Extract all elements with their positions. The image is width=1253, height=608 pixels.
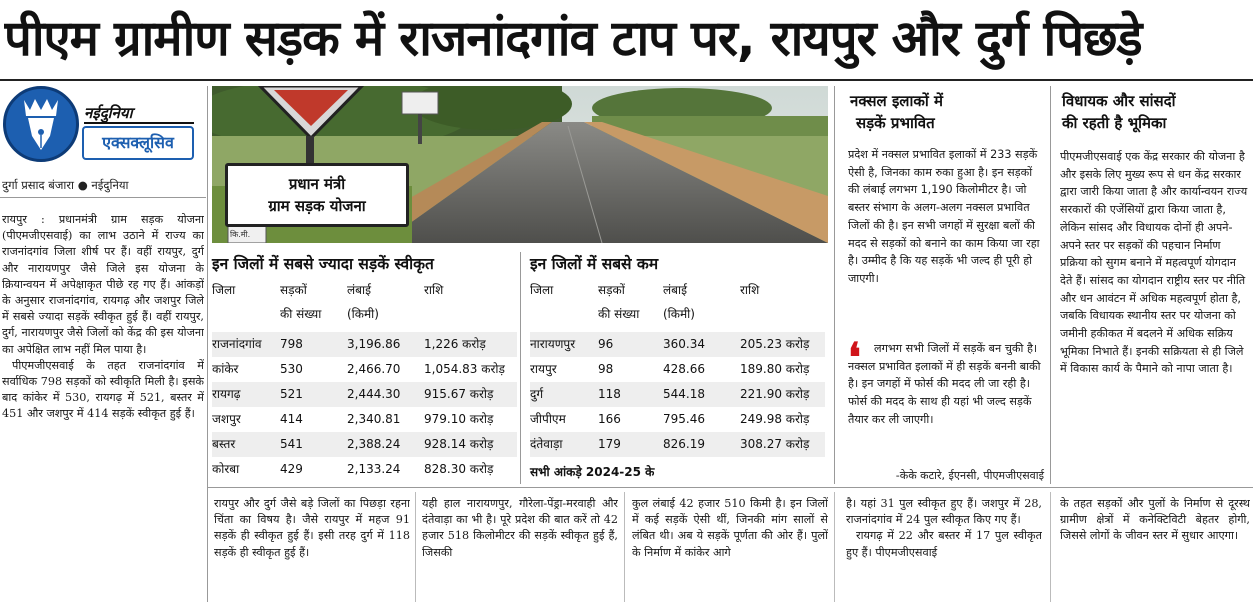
cell-amount: 308.27 करोड़ xyxy=(740,437,810,451)
header-roads-1: सड़कों xyxy=(280,283,307,297)
cell-district: कोरबा xyxy=(212,462,240,476)
sign-line-1: प्रधान मंत्री xyxy=(288,175,346,193)
table-row xyxy=(530,382,825,407)
bottom-divider-4 xyxy=(1050,492,1051,602)
naxal-text: प्रदेश में नक्सल प्रभावित इलाकों में 233 सड़कें ऐसी है, जिनका काम रुका हुआ है। इन सड़कों की लंबाई लगभग 1,190 किलोमीटर है। जो बस्तर संभाग के अलग-अलग नक्सल प्रभावित जिलों की है। इन सभी जगहों में सुरक्षा बलों की मदद से सड़कों को बनाने का काम किया जा रहा है। उम्मीद है कि यह सड़कें भी जल्द ही पूरी हो जाएगी। xyxy=(848,148,1040,285)
table-row xyxy=(212,357,517,382)
cell-amount: 1,054.83 करोड़ xyxy=(424,362,505,376)
cell-roads: 96 xyxy=(598,337,614,351)
cell-roads: 98 xyxy=(598,362,614,376)
left-column-divider xyxy=(207,86,208,602)
cell-length: 826.19 xyxy=(663,437,705,451)
table-row xyxy=(212,457,517,482)
mla-title-line-1: विधायक और सांसदों xyxy=(1062,92,1176,110)
table-most-header xyxy=(212,282,517,328)
cell-amount: 221.90 करोड़ xyxy=(740,387,810,401)
header-length-1: लंबाई xyxy=(347,283,371,297)
bottom-column-4-para-1: है। यहां 31 पुल स्वीकृत हुए हैं। जशपुर में 28, राजनांदगांव में 24 पुल स्वीकृत किए गए हैं। xyxy=(846,497,1042,527)
road-sign-board xyxy=(225,163,409,227)
cell-length: 795.46 xyxy=(663,412,705,426)
pen-nib-icon xyxy=(16,96,66,152)
naxal-attribution: -केके कटारे, ईएनसी, पीएमजीएसवाई xyxy=(895,469,1044,482)
cell-district: राजनांदगांव xyxy=(212,337,262,351)
bottom-column-4-para-2: रायगढ़ में 22 और बस्तर में 17 पुल स्वीकृत हुए हैं। पीएमजीएसवाई xyxy=(846,529,1042,559)
cell-length: 2,340.81 xyxy=(347,412,401,426)
header-roads-2: की संख्या xyxy=(598,307,640,321)
table-divider xyxy=(520,252,521,484)
table-row xyxy=(212,382,517,407)
table-most-title: इन जिलों में सबसे ज्यादा सड़कें स्वीकृत xyxy=(212,255,434,273)
cell-roads: 521 xyxy=(280,387,303,401)
sign-line-2: ग्राम सड़क योजना xyxy=(268,197,366,215)
brand-name: नईदुनिया xyxy=(84,104,133,122)
table-row xyxy=(530,432,825,457)
cell-amount: 189.80 करोड़ xyxy=(740,362,810,376)
cell-district: रायपुर xyxy=(530,362,557,376)
quote-icon: ❛ xyxy=(848,334,861,381)
header-district: जिला xyxy=(530,283,554,297)
cell-amount: 915.67 करोड़ xyxy=(424,387,494,401)
naxal-quote-text: लगभग सभी जिलों में सड़कें बन चुकी है। नक्सल प्रभावित इलाकों में ही सड़कें बननी बाकी है। इन जगहों में फोर्स की मदद ली जा रही है। फोर्स की मदद के साथ ही यहां भी जल्द सड़कें तैयार कर ली जाएगी। xyxy=(848,342,1041,426)
mla-title xyxy=(1062,90,1252,136)
brand-underline xyxy=(84,122,194,124)
cell-amount: 1,226 करोड़ xyxy=(424,337,486,351)
cell-district: रायगढ़ xyxy=(212,387,241,401)
cell-length: 360.34 xyxy=(663,337,705,351)
bottom-column-1: रायपुर और दुर्ग जैसे बड़े जिलों का पिछड़ा रहना चिंता का विषय है। जैसे रायपुर में महज 91 सड़कें ही स्वीकृत हुई हैं। इसी तरह दुर्ग में 118 सड़कें ही स्वीकृत हुई हैं। xyxy=(214,497,410,559)
mla-title-line-2: की रहती है भूमिका xyxy=(1062,114,1167,132)
table-least-body xyxy=(530,332,825,459)
bottom-divider-2 xyxy=(624,492,625,602)
cell-roads: 118 xyxy=(598,387,621,401)
headline-rule xyxy=(0,79,1253,81)
km-stone-label: कि.मी. xyxy=(230,230,251,239)
header-roads-2: की संख्या xyxy=(280,307,322,321)
cell-district: दंतेवाड़ा xyxy=(530,437,563,451)
cell-amount: 828.30 करोड़ xyxy=(424,462,494,476)
header-district: जिला xyxy=(212,283,236,297)
header-amount: राशि xyxy=(740,283,760,297)
bottom-column-4 xyxy=(846,496,1042,602)
mla-text: पीएमजीएसवाई एक केंद्र सरकार की योजना है और इसके लिए मुख्य रूप से धन केंद्र सरकार द्वारा जारी किया जाता है और कार्यान्वयन राज्य सरकारों की एजेंसियों द्वारा किया जाता है, लेकिन सांसद और विधायक दोनों ही अपने-अपने स्तर पर सड़कों की पहचान निर्माण प्रक्रिया को सुगम बनाने में महत्वपूर्ण योगदान देते हैं। सांसद का योगदान राष्ट्रीय स्तर पर नीति और धन आवंटन में अधिक महत्वपूर्ण होता है, जबकि विधायक स्थानीय स्तर पर योजना को जमीनी हकीकत में बदलने में अधिक सक्रिय भूमिका निभाते हैं। इनकी सक्रियता से ही जिले में विकास कार्य के पैमाने को नापा जाता है। xyxy=(1060,150,1248,376)
data-source-note: सभी आंकड़े 2024-25 के xyxy=(530,465,655,479)
byline-rule xyxy=(0,197,206,198)
cell-roads: 798 xyxy=(280,337,303,351)
cell-district: जशपुर xyxy=(212,412,241,426)
naxal-left-divider xyxy=(834,86,835,484)
cell-roads: 541 xyxy=(280,437,303,451)
cell-roads: 414 xyxy=(280,412,303,426)
cell-roads: 179 xyxy=(598,437,621,451)
naxal-quote xyxy=(848,334,1044,464)
mla-left-divider xyxy=(1050,86,1051,484)
table-most-body xyxy=(212,332,517,484)
table-least-title: इन जिलों में सबसे कम xyxy=(530,255,659,273)
bottom-divider-3 xyxy=(834,492,835,602)
header-roads-1: सड़कों xyxy=(598,283,625,297)
header-length-2: (किमी) xyxy=(347,307,379,321)
naxal-title xyxy=(850,90,1040,136)
cell-length: 2,444.30 xyxy=(347,387,401,401)
cell-district: नारायणपुर xyxy=(530,337,576,351)
byline: दुर्गा प्रसाद बंजारा ● नईदुनिया xyxy=(2,178,129,192)
cell-amount: 928.14 करोड़ xyxy=(424,437,494,451)
table-row xyxy=(530,357,825,382)
table-row xyxy=(530,407,825,432)
cell-length: 544.18 xyxy=(663,387,705,401)
cell-length: 2,133.24 xyxy=(347,462,401,476)
bottom-divider-1 xyxy=(415,492,416,602)
cell-length: 428.66 xyxy=(663,362,705,376)
header-length-2: (किमी) xyxy=(663,307,695,321)
bottom-column-3: कुल लंबाई 42 हजार 510 किमी है। इन जिलों में कई सड़कें ऐसी थीं, जिनकी मांग सालों से लंबित थी। अब ये सड़कें पूर्णता की ओर हैं। पुलों के निर्माण में कांकेर आगे xyxy=(632,497,828,559)
cell-length: 2,388.24 xyxy=(347,437,401,451)
exclusive-badge: एक्सक्लूसिव xyxy=(82,126,194,160)
table-row xyxy=(212,432,517,457)
cell-length: 3,196.86 xyxy=(347,337,401,351)
header-length-1: लंबाई xyxy=(663,283,687,297)
table-least-header xyxy=(530,282,825,328)
cell-district: कांकेर xyxy=(212,362,239,376)
cell-roads: 530 xyxy=(280,362,303,376)
cell-district: दुर्ग xyxy=(530,387,544,401)
cell-length: 2,466.70 xyxy=(347,362,401,376)
header-amount: राशि xyxy=(424,283,444,297)
table-row xyxy=(212,332,517,357)
cell-amount: 249.98 करोड़ xyxy=(740,412,810,426)
cell-district: जीपीएम xyxy=(530,412,566,426)
cell-district: बस्तर xyxy=(212,437,236,451)
bottom-column-2: यही हाल नारायणपुर, गौरेला-पेंड्रा-मरवाही और दंतेवाड़ा का भी है। पूरे प्रदेश की बात करें तो 42 हजार 518 किलोमीटर की सड़कें स्वीकृत हुई हैं, जिसकी xyxy=(422,497,618,559)
cell-amount: 979.10 करोड़ xyxy=(424,412,494,426)
table-row xyxy=(530,332,825,357)
naxal-title-line-1: नक्सल इलाकों में xyxy=(850,92,943,110)
headline: पीएम ग्रामीण सड़क में राजनांदगांव टाप पर, रायपुर और दुर्ग पिछड़े xyxy=(4,10,1142,67)
cell-roads: 166 xyxy=(598,412,621,426)
cell-amount: 205.23 करोड़ xyxy=(740,337,810,351)
middle-rule xyxy=(208,487,1253,488)
bottom-column-5: के तहत सड़कों और पुलों के निर्माण से दूरस्थ ग्रामीण क्षेत्रों में कनेक्टिविटी बेहतर होगी, जिससे लोगों के जीवन स्तर में सुधार आएगा। xyxy=(1060,497,1250,543)
cell-roads: 429 xyxy=(280,462,303,476)
left-paragraph-2: पीएमजीएसवाई के तहत राजनांदगांव में सर्वाधिक 798 सड़कों को स्वीकृति मिली है। इसके बाद कांकेर में 530, रायगढ़ में 521, बस्तर में 451 और जशपुर में 414 सड़कें स्वीकृत हुई हैं। xyxy=(2,358,204,421)
left-column-text xyxy=(2,212,204,602)
naxal-title-line-2: सड़कें प्रभावित xyxy=(856,114,935,132)
table-row xyxy=(212,407,517,432)
left-paragraph-1: रायपुर : प्रधानमंत्री ग्राम सड़क योजना (पीएमजीएसवाई) का लाभ उठाने में राज्य का राजनांदगांव जिला शीर्ष पर हैं। वहीं रायपुर, दुर्ग और नारायणपुर जैसे जिले इस योजना के क्रियान्वयन में अपेक्षाकृत पीछे रह गए हैं। आंकड़ों के अनुसार राजनांदगांव, रायगढ़ और जशपुर जिले में सबसे ज्यादा सड़कें स्वीकृत हुई हैं। वहीं रायपुर, दुर्ग, नारायणपुर जैसे जिलों को केंद्र की इस योजना का अपेक्षित लाभ नहीं मिल पाया है। xyxy=(2,213,204,356)
